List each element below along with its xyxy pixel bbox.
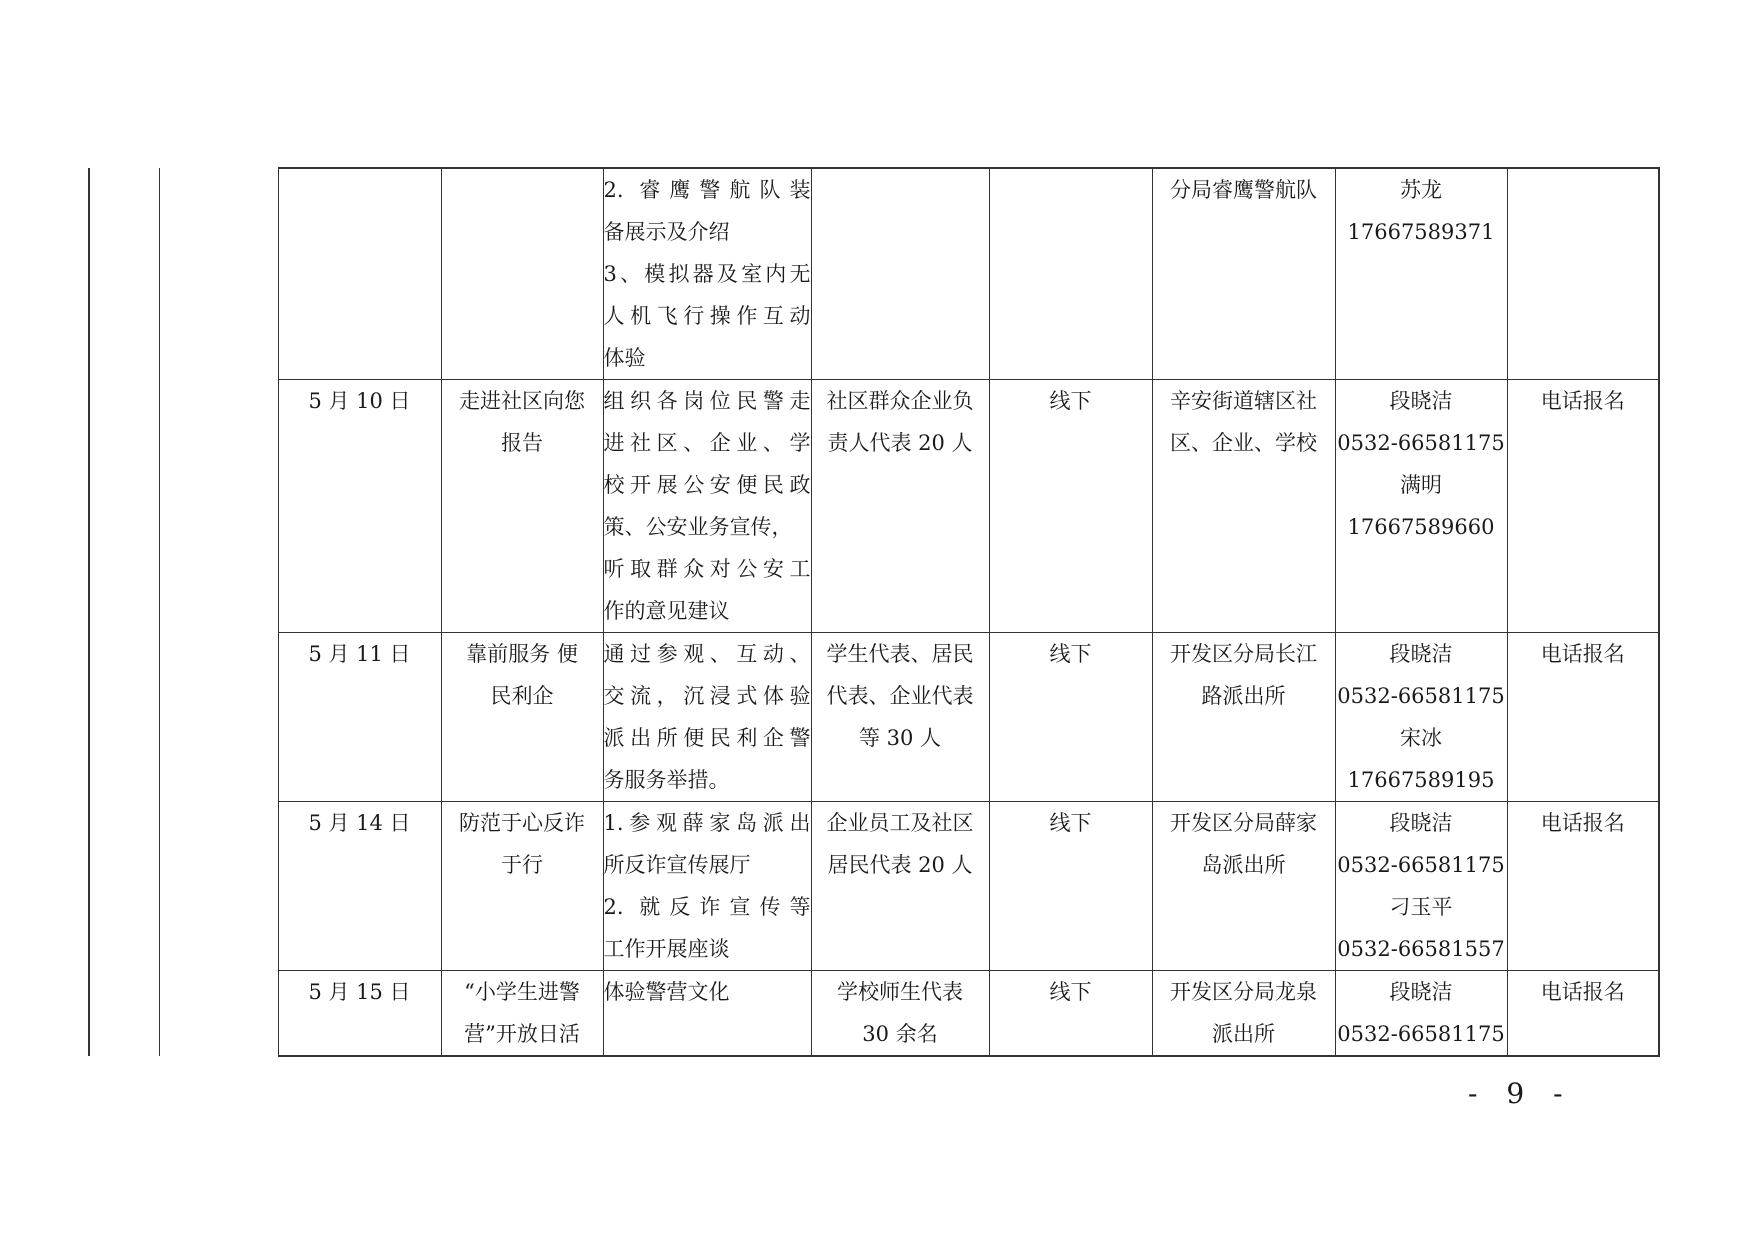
cell-line: 策、公安业务宣传， xyxy=(603,515,793,539)
cell-line: 分局睿鹰警航队 xyxy=(1170,178,1317,202)
blank-cell-1 xyxy=(89,802,159,971)
cell-line: 组织各岗位民警走 xyxy=(603,389,811,413)
cell-line: 苏龙 xyxy=(1400,178,1442,202)
cell-line: 路派出所 xyxy=(1201,684,1286,708)
cell-line: 岛派出所 xyxy=(1201,853,1286,877)
contact-cell xyxy=(1335,971,1507,1057)
theme-cell xyxy=(441,633,603,802)
content-cell xyxy=(603,802,811,971)
cell-line: 段晓洁 xyxy=(1389,389,1453,413)
content-cell xyxy=(603,971,811,1057)
cell-line: 走进社区向您 xyxy=(459,389,585,413)
cell-line: 靠前服务 便 xyxy=(466,642,578,666)
signup-cell: 电话报名 xyxy=(1507,633,1659,802)
date-cell: 5 月 10 日 xyxy=(278,380,441,633)
date-cell xyxy=(278,168,441,380)
cell-line: 工作开展座谈 xyxy=(603,937,730,961)
cell-line: 宋冰 xyxy=(1400,726,1442,750)
blank-cell-2 xyxy=(159,802,278,971)
audience-cell xyxy=(811,633,989,802)
contact-cell xyxy=(1335,380,1507,633)
content-cell xyxy=(603,633,811,802)
signup-cell: 电话报名 xyxy=(1507,971,1659,1057)
cell-line: 17667589195 xyxy=(1347,768,1495,792)
mode-cell: 线下 xyxy=(989,802,1152,971)
cell-line: 企业员工及社区 xyxy=(826,811,974,835)
table-row xyxy=(89,971,1659,1057)
cell-line: 派出所便民利企警 xyxy=(603,726,811,750)
cell-line: 开发区分局龙泉 xyxy=(1170,980,1317,1004)
table-row xyxy=(89,380,1659,633)
cell-line: 1.参观薛家岛派出 xyxy=(603,811,811,835)
cell-line: 报告 xyxy=(501,431,543,455)
cell-line: 区、企业、学校 xyxy=(1170,431,1317,455)
cell-line: 代表、企业代表 xyxy=(826,684,974,708)
cell-line: 民利企 xyxy=(490,684,554,708)
cell-line: 满明 xyxy=(1400,473,1442,497)
table-row xyxy=(89,633,1659,802)
blank-cell-1 xyxy=(89,971,159,1057)
cell-line: 0532-66581557 xyxy=(1337,937,1505,961)
theme-cell xyxy=(441,168,603,380)
cell-line: 等 30 人 xyxy=(858,726,942,750)
cell-line: 段晓洁 xyxy=(1389,980,1453,1004)
location-cell xyxy=(1152,380,1335,633)
blank-cell-2 xyxy=(159,971,278,1057)
cell-line: 17667589660 xyxy=(1347,515,1495,539)
cell-line: 开发区分局长江 xyxy=(1170,642,1317,666)
cell-line: 所反诈宣传展厅 xyxy=(603,853,751,877)
blank-cell-1 xyxy=(89,168,159,380)
cell-line: 体验 xyxy=(603,346,646,370)
theme-cell xyxy=(441,380,603,633)
page-number: - 9 - xyxy=(1468,1077,1573,1110)
location-cell xyxy=(1152,168,1335,380)
cell-line: 学校师生代表 xyxy=(837,980,963,1004)
contact-cell xyxy=(1335,168,1507,380)
content-cell xyxy=(603,168,811,380)
cell-line: 0532-66581175 xyxy=(1337,853,1505,877)
cell-line: 刁玉平 xyxy=(1389,895,1453,919)
contact-cell xyxy=(1335,633,1507,802)
audience-cell xyxy=(811,971,989,1057)
cell-line: 校开展公安便民政 xyxy=(603,473,811,497)
cell-line: 开发区分局薛家 xyxy=(1170,811,1317,835)
blank-cell-2 xyxy=(159,633,278,802)
mode-cell: 线下 xyxy=(989,633,1152,802)
audience-cell xyxy=(811,380,989,633)
cell-line: 居民代表 20 人 xyxy=(827,853,973,877)
cell-line: 听取群众对公安工 xyxy=(603,557,811,581)
cell-line: 段晓洁 xyxy=(1389,811,1453,835)
cell-line: 进社区、企业、学 xyxy=(603,431,811,455)
cell-line: 17667589371 xyxy=(1347,220,1495,244)
location-cell xyxy=(1152,971,1335,1057)
mode-cell: 线下 xyxy=(989,380,1152,633)
cell-line: 0532-66581175 xyxy=(1337,684,1505,708)
theme-cell xyxy=(441,802,603,971)
audience-cell xyxy=(811,168,989,380)
date-cell: 5 月 14 日 xyxy=(278,802,441,971)
cell-line: 学生代表、居民 xyxy=(826,642,974,666)
cell-line: “小学生进警 xyxy=(464,980,580,1004)
blank-cell-1 xyxy=(89,633,159,802)
cell-line: 务服务举措。 xyxy=(603,768,730,792)
cell-line: 通过参观、互动、 xyxy=(603,642,811,666)
cell-line: 段晓洁 xyxy=(1389,642,1453,666)
content-cell xyxy=(603,380,811,633)
cell-line: 2. 睿鹰警航队装 xyxy=(603,178,811,202)
activity-schedule-table xyxy=(88,167,1660,1057)
cell-line: 2. 就反诈宣传等 xyxy=(603,895,811,919)
blank-cell-2 xyxy=(159,380,278,633)
contact-cell xyxy=(1335,802,1507,971)
cell-line: 营”开放日活 xyxy=(464,1022,580,1046)
blank-cell-1 xyxy=(89,380,159,633)
theme-cell xyxy=(441,971,603,1057)
date-cell: 5 月 15 日 xyxy=(278,971,441,1057)
signup-cell xyxy=(1507,168,1659,380)
audience-cell xyxy=(811,802,989,971)
signup-cell: 电话报名 xyxy=(1507,380,1659,633)
table-row xyxy=(89,168,1659,380)
location-cell xyxy=(1152,633,1335,802)
cell-line: 派出所 xyxy=(1212,1022,1275,1046)
cell-line: 防范于心反诈 xyxy=(459,811,585,835)
cell-line: 0532-66581175 xyxy=(1337,1022,1505,1046)
cell-line: 3、模拟器及室内无 xyxy=(603,262,811,286)
cell-line: 30 余名 xyxy=(862,1022,938,1046)
location-cell xyxy=(1152,802,1335,971)
cell-line: 辛安街道辖区社 xyxy=(1170,389,1317,413)
cell-line: 人机飞行操作互动 xyxy=(603,304,811,328)
mode-cell xyxy=(989,168,1152,380)
cell-line: 体验警营文化 xyxy=(603,980,730,1004)
cell-line: 社区群众企业负 xyxy=(826,389,974,413)
blank-cell-2 xyxy=(159,168,278,380)
cell-line: 作的意见建议 xyxy=(603,599,730,623)
date-cell: 5 月 11 日 xyxy=(278,633,441,802)
cell-line: 责人代表 20 人 xyxy=(827,431,973,455)
table-row xyxy=(89,802,1659,971)
mode-cell: 线下 xyxy=(989,971,1152,1057)
cell-line: 0532-66581175 xyxy=(1337,431,1505,455)
cell-line: 交流，沉浸式体验 xyxy=(603,684,811,708)
signup-cell: 电话报名 xyxy=(1507,802,1659,971)
cell-line: 备展示及介绍 xyxy=(603,220,730,244)
cell-line: 于行 xyxy=(501,853,543,877)
